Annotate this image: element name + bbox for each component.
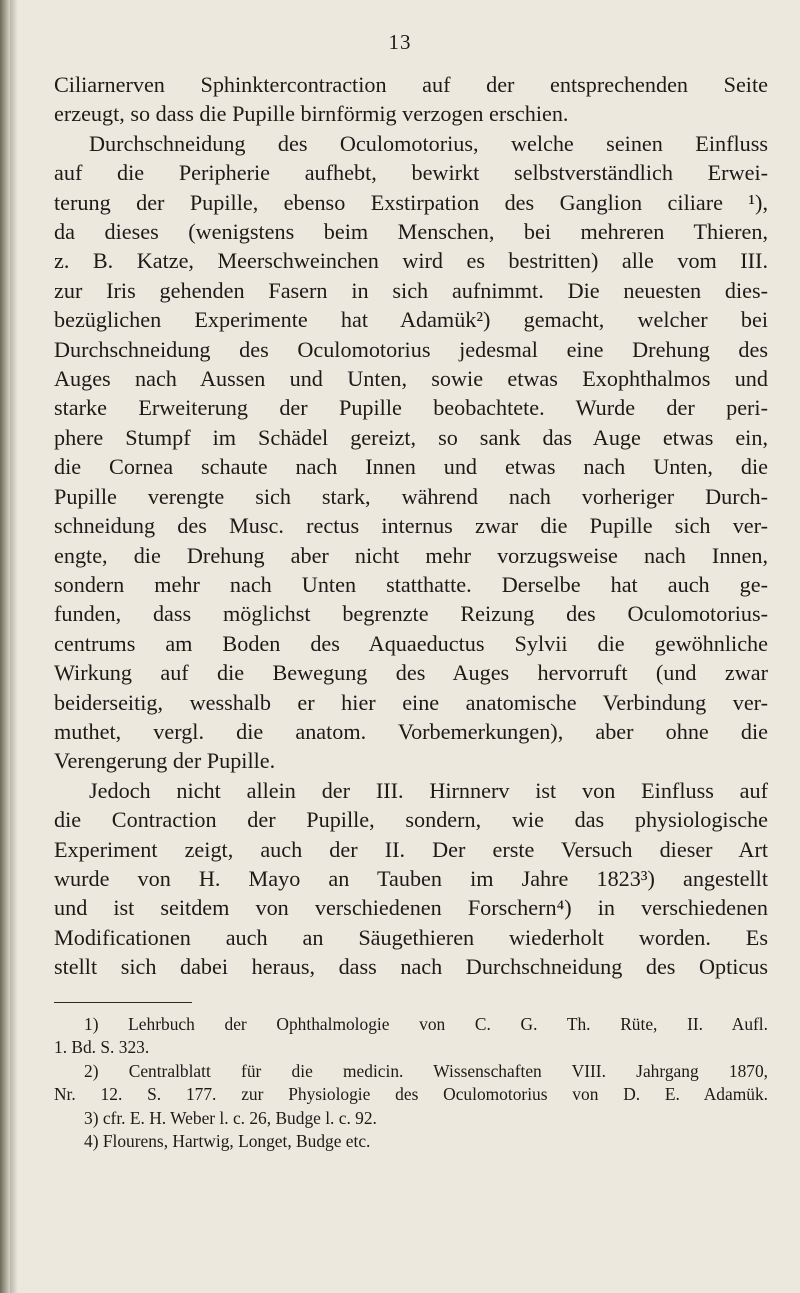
footnote-line: 1) Lehrbuch der Ophthalmologie von C. G. Th. Rüte, II. Aufl. xyxy=(84,1014,768,1034)
text-line: Wirkung auf die Bewegung des Auges hervorruft (und zwar xyxy=(54,660,768,686)
page-number: 13 xyxy=(388,30,412,54)
text-line: engte, die Drehung aber nicht mehr vorzugsweise nach Innen, xyxy=(54,542,768,568)
text-line: z. B. Katze, Meerschweinchen wird es bestritten) alle vom III. xyxy=(54,248,768,274)
text-line: bezüglichen Experimente hat Adamük²) gemacht, welcher bei xyxy=(54,307,768,333)
footnote-line: 2) Centralblatt für die medicin. Wissenschaften VIII. Jahrgang 1870, xyxy=(84,1060,768,1081)
text-line: die Cornea schaute nach Innen und etwas nach Unten, die xyxy=(54,454,768,480)
text-line: zur Iris gehenden Fasern in sich aufnimmt. Die neuesten dies- xyxy=(54,277,768,303)
text-line: funden, dass möglichst begrenzte Reizung des Oculomotorius- xyxy=(54,601,768,627)
footnote-line: 3) cfr. E. H. Weber l. c. 26, Budge l. c. 92. xyxy=(84,1107,377,1128)
text-line: Durchschneidung des Oculomotorius jedesmal eine Drehung des xyxy=(54,336,768,362)
main-text xyxy=(54,70,768,982)
book-binding-edge xyxy=(0,0,10,1293)
text-line: Auges nach Aussen und Unten, sowie etwas Exophthalmos und xyxy=(54,366,768,392)
text-line: Modificationen auch an Säugethieren wiederholt worden. Es xyxy=(54,924,768,950)
footnote-line: Nr. 12. S. 177. zur Physiologie des Oculomotorius von D. E. Adamük. xyxy=(54,1084,768,1105)
text-line: phere Stumpf im Schädel gereizt, so sank das Auge etwas ein, xyxy=(54,424,768,450)
text-line: wurde von H. Mayo an Tauben im Jahre 1823³) angestellt xyxy=(54,865,768,891)
footnote-line: 4) Flourens, Hartwig, Longet, Budge etc. xyxy=(84,1131,371,1152)
text-line: Durchschneidung des Oculomotorius, welche seinen Einfluss xyxy=(89,130,768,156)
text-line: schneidung des Musc. rectus internus zwar die Pupille sich ver- xyxy=(54,513,768,539)
text-line: da dieses (wenigstens beim Menschen, bei mehreren Thieren, xyxy=(54,219,768,245)
text-line: sondern mehr nach Unten statthatte. Derselbe hat auch ge- xyxy=(54,571,768,597)
text-line: stellt sich dabei heraus, dass nach Durchschneidung des Opticus xyxy=(54,954,768,980)
text-line: auf die Peripherie aufhebt, bewirkt selbstverständlich Erwei- xyxy=(54,160,768,186)
text-line: starke Erweiterung der Pupille beobachtete. Wurde der peri- xyxy=(54,395,768,421)
text-line: Experiment zeigt, auch der II. Der erste Versuch dieser Art xyxy=(54,836,768,862)
text-line: muthet, vergl. die anatom. Vorbemerkungen), aber ohne die xyxy=(54,718,768,744)
text-line: Pupille verengte sich stark, während nach vorheriger Durch- xyxy=(54,483,768,509)
text-line: centrums am Boden des Aquaeductus Sylvii die gewöhnliche xyxy=(54,630,768,656)
footnote-line: 1. Bd. S. 323. xyxy=(54,1037,150,1058)
binding-shadow xyxy=(10,0,18,1293)
text-line: terung der Pupille, ebenso Exstirpation des Ganglion ciliare ¹), xyxy=(54,189,768,215)
text-line: erzeugt, so dass die Pupille birnförmig verzogen erschien. xyxy=(54,101,569,127)
text-line: die Contraction der Pupille, sondern, wie das physiologische xyxy=(54,807,768,833)
footnote-separator xyxy=(54,1002,192,1003)
text-line: beiderseitig, wesshalb er hier eine anatomische Verbindung ver- xyxy=(54,689,768,715)
text-line: Jedoch nicht allein der III. Hirnnerv ist von Einfluss auf xyxy=(89,777,768,803)
text-line: Ciliarnerven Sphinktercontraction auf der entsprechenden Seite xyxy=(54,72,768,97)
footnotes xyxy=(54,1013,768,1153)
text-line: und ist seitdem von verschiedenen Forschern⁴) in verschiedenen xyxy=(54,895,768,921)
text-line: Verengerung der Pupille. xyxy=(54,748,276,774)
